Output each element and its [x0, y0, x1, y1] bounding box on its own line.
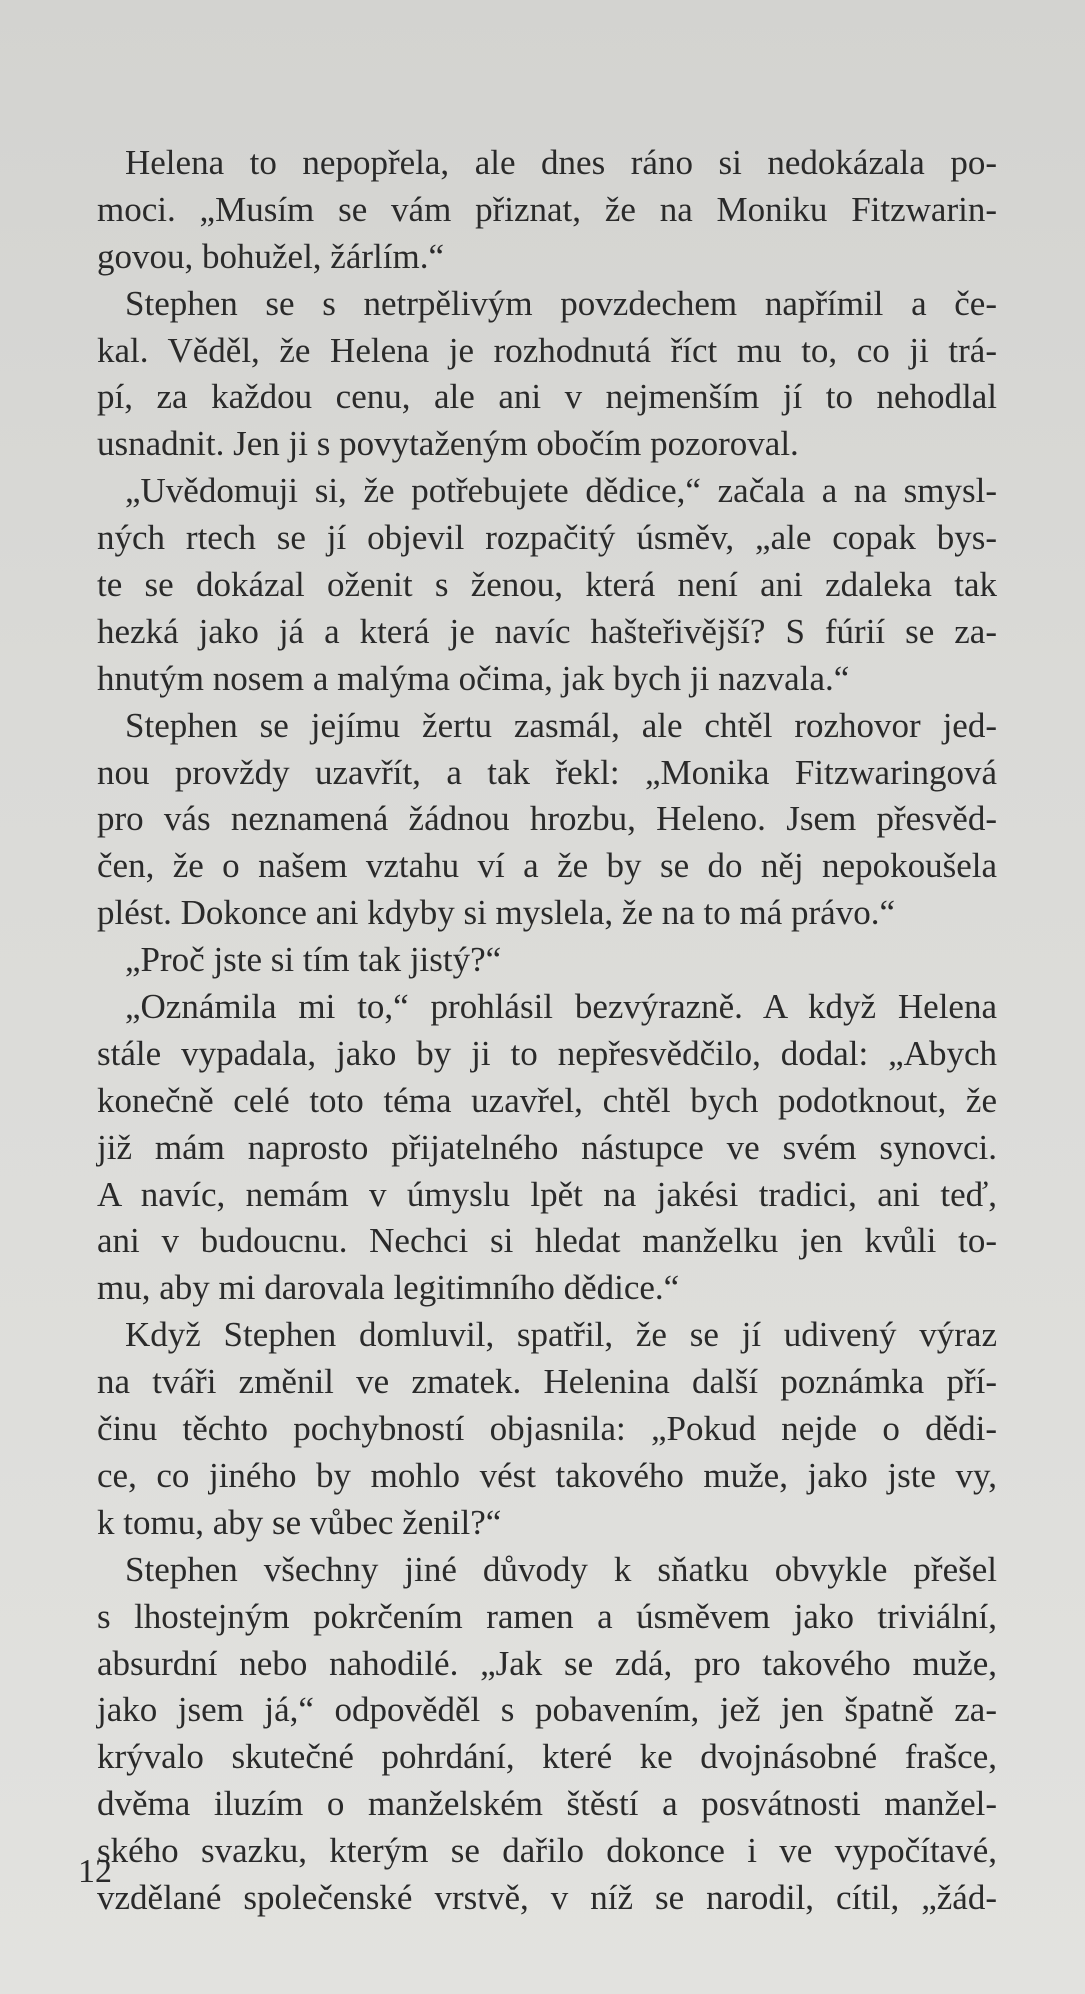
- text-line: stále vypadala, jako by ji to nepřesvědčilo, dodal: „Abych: [97, 1033, 997, 1073]
- text-line: „Oznámila mi to,“ prohlásil bezvýrazně. A když Helena: [125, 987, 997, 1027]
- text-line: te se dokázal oženit s ženou, která není ani zdaleka tak: [97, 565, 997, 605]
- text-line: govou, bohužel, žárlím.“: [97, 236, 444, 276]
- text-line: již mám naprosto přijatelného nástupce ve svém synovci.: [97, 1127, 997, 1167]
- text-line: Stephen se jejímu žertu zasmál, ale chtěl rozhovor jed-: [125, 705, 997, 745]
- text-line: ani v budoucnu. Nechci si hledat manželku jen kvůli to-: [97, 1221, 997, 1261]
- text-line: dvěma iluzím o manželském štěstí a posvátnosti manžel-: [97, 1784, 997, 1824]
- text-line: usnadnit. Jen ji s povytaženým obočím pozoroval.: [97, 424, 799, 464]
- text-line: hezká jako já a která je navíc hašteřivější? S fúrií se za-: [97, 611, 997, 651]
- text-line: s lhostejným pokrčením ramen a úsměvem jako triviální,: [97, 1596, 997, 1636]
- text-line: plést. Dokonce ani kdyby si myslela, že na to má právo.“: [97, 893, 895, 933]
- body-text: [97, 140, 997, 1922]
- text-line: k tomu, aby se vůbec ženil?“: [97, 1502, 502, 1542]
- text-line: kal. Věděl, že Helena je rozhodnutá říct mu to, co ji trá-: [97, 330, 997, 370]
- text-line: Stephen všechny jiné důvody k sňatku obvykle přešel: [125, 1549, 997, 1589]
- text-line: konečně celé toto téma uzavřel, chtěl bych podotknout, že: [97, 1080, 997, 1120]
- text-line: hnutým nosem a malýma očima, jak bych ji nazvala.“: [97, 658, 850, 698]
- text-line: „Proč jste si tím tak jistý?“: [125, 940, 502, 980]
- text-line: A navíc, nemám v úmyslu lpět na jakési tradici, ani teď,: [97, 1174, 997, 1214]
- text-line: ných rtech se jí objevil rozpačitý úsměv, „ale copak bys-: [97, 518, 997, 558]
- text-line: krývalo skutečné pohrdání, které ke dvojnásobné frašce,: [97, 1737, 997, 1777]
- text-line: čen, že o našem vztahu ví a že by se do něj nepokoušela: [97, 846, 997, 886]
- text-line: pí, za každou cenu, ale ani v nejmenším jí to nehodlal: [97, 377, 997, 417]
- text-line: nou provždy uzavřít, a tak řekl: „Monika Fitzwaringová: [97, 752, 997, 792]
- text-line: Helena to nepopřela, ale dnes ráno si nedokázala po-: [125, 143, 997, 182]
- page-number: 12: [78, 1853, 112, 1890]
- text-line: ského svazku, kterým se dařilo dokonce i ve vypočítavé,: [97, 1831, 997, 1871]
- text-line: mu, aby mi darovala legitimního dědice.“: [97, 1268, 680, 1308]
- text-line: moci. „Musím se vám přiznat, že na Moniku Fitzwarin-: [97, 189, 997, 229]
- text-line: vzdělané společenské vrstvě, v níž se narodil, cítil, „žád-: [97, 1877, 997, 1917]
- text-line: Když Stephen domluvil, spatřil, že se jí udivený výraz: [125, 1315, 997, 1355]
- text-line: „Uvědomuji si, že potřebujete dědice,“ začala a na smysl-: [125, 471, 997, 511]
- text-line: na tváři změnil ve zmatek. Helenina další poznámka pří-: [97, 1362, 997, 1402]
- text-line: činu těchto pochybností objasnila: „Pokud nejde o dědi-: [97, 1409, 997, 1449]
- text-line: ce, co jiného by mohlo vést takového muže, jako jste vy,: [97, 1455, 997, 1495]
- text-line: Stephen se s netrpělivým povzdechem napřímil a če-: [125, 283, 997, 323]
- text-line: jako jsem já,“ odpověděl s pobavením, jež jen špatně za-: [97, 1690, 997, 1730]
- text-line: absurdní nebo nahodilé. „Jak se zdá, pro takového muže,: [97, 1643, 997, 1683]
- text-line: pro vás neznamená žádnou hrozbu, Heleno. Jsem přesvěd-: [97, 799, 997, 839]
